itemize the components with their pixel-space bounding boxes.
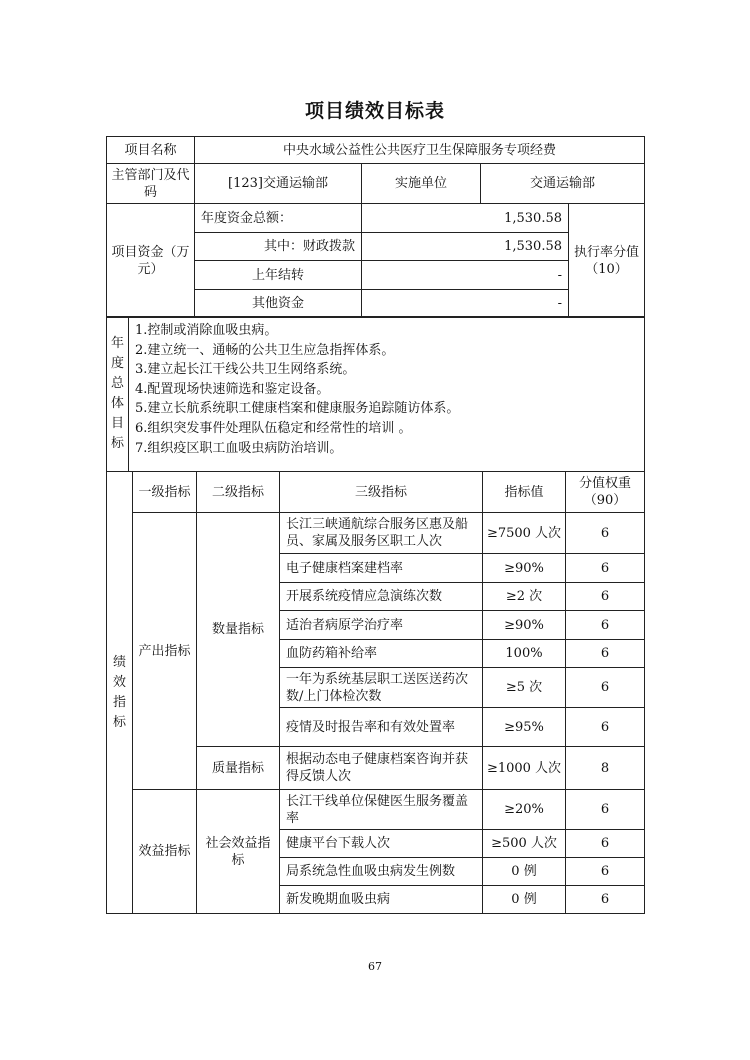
goal-item: 1.控制或消除血吸虫病。 <box>135 323 278 338</box>
indicator-value: 0 例 <box>483 886 566 914</box>
indicator-value: ≥90% <box>483 611 566 640</box>
indicator-weight: 6 <box>566 513 645 554</box>
funds-other-label: 其他资金 <box>195 290 362 318</box>
project-name-value: 中央水域公益性公共医疗卫生保障服务专项经费 <box>195 137 645 164</box>
funds-fiscal-value: 1,530.58 <box>362 233 569 261</box>
page-title: 项目绩效目标表 <box>304 100 445 122</box>
funds-carryover-label: 上年结转 <box>195 261 362 290</box>
indicator-weight: 6 <box>566 790 645 830</box>
performance-table <box>106 471 645 914</box>
indicator-weight: 8 <box>566 747 645 790</box>
project-info-table <box>106 136 645 318</box>
indicator-weight: 6 <box>566 611 645 640</box>
indicator-weight: 6 <box>566 554 645 583</box>
indicator-name: 局系统急性血吸虫病发生例数 <box>280 858 483 886</box>
indicator-value: ≥1000 人次 <box>483 747 566 790</box>
indicator-value: ≥5 次 <box>483 668 566 708</box>
indicator-weight: 6 <box>566 830 645 858</box>
indicator-name: 长江干线单位保健医生服务覆盖率 <box>280 790 483 830</box>
goal-item: 5.建立长航系统职工健康档案和健康服务追踪随访体系。 <box>135 401 460 417</box>
indicator-name: 疫情及时报告率和有效处置率 <box>280 708 483 747</box>
funds-total-value: 1,530.58 <box>362 204 569 233</box>
exec-rate-label: 执行率分值（10） <box>569 204 645 318</box>
indicator-weight: 6 <box>566 668 645 708</box>
annual-goals-list <box>129 317 645 472</box>
indicator-name: 开展系统疫情应急演练次数 <box>280 583 483 611</box>
funds-total-label: 年度资金总额： <box>195 204 362 233</box>
goal-item: 3.建立起长江干线公共卫生网络系统。 <box>135 362 356 378</box>
indicator-value: 100% <box>483 640 566 668</box>
header-lv2: 二级指标 <box>197 472 280 513</box>
indicator-name: 健康平台下载人次 <box>280 830 483 858</box>
indicator-name: 长江三峡通航综合服务区惠及船员、家属及服务区职工人次 <box>280 513 483 554</box>
annual-goal-label: 年 度 总 体 目 标 <box>107 317 129 472</box>
indicator-value: 0 例 <box>483 858 566 886</box>
indicator-name: 适治者病原学治疗率 <box>280 611 483 640</box>
header-weight: 分值权重（90） <box>566 472 645 513</box>
project-name-label: 项目名称 <box>107 137 195 164</box>
goal-item: 7.组织疫区职工血吸虫病防治培训。 <box>135 440 343 456</box>
indicator-value: ≥20% <box>483 790 566 830</box>
indicator-weight: 6 <box>566 886 645 914</box>
indicator-weight: 6 <box>566 858 645 886</box>
annual-goals-table <box>106 316 645 472</box>
impl-label: 实施单位 <box>362 164 481 203</box>
header-lv3: 三级指标 <box>280 472 483 513</box>
indicator-value: ≥7500 人次 <box>483 513 566 554</box>
funds-carryover-value: - <box>362 261 569 290</box>
dept-value: [123]交通运输部 <box>195 164 362 204</box>
quality-label: 质量指标 <box>197 747 280 790</box>
funds-other-value: - <box>362 290 569 318</box>
impl-value: 交通运输部 <box>530 176 596 191</box>
indicator-name: 根据动态电子健康档案咨询并获得反馈人次 <box>280 747 483 790</box>
dept-label: 主管部门及代码 <box>107 164 195 204</box>
indicator-value: ≥500 人次 <box>483 830 566 858</box>
indicator-value: ≥95% <box>483 708 566 747</box>
indicator-name: 血防药箱补给率 <box>280 640 483 668</box>
benefit-label: 效益指标 <box>133 790 197 914</box>
indicator-weight: 6 <box>566 708 645 747</box>
social-benefit-label: 社会效益指标 <box>197 790 280 914</box>
funds-label: 项目资金（万元） <box>107 204 195 318</box>
indicator-name: 一年为系统基层职工送医送药次数/上门体检次数 <box>280 668 483 708</box>
indicator-name: 电子健康档案建档率 <box>280 554 483 583</box>
indicator-weight: 6 <box>566 640 645 668</box>
goal-item: 6.组织突发事件处理队伍稳定和经常性的培训 。 <box>135 420 412 436</box>
goal-item: 2.建立统一、通畅的公共卫生应急指挥体系。 <box>135 342 395 358</box>
header-value: 指标值 <box>483 472 566 513</box>
funds-fiscal-label: 其中：财政拨款 <box>195 233 362 261</box>
indicator-name: 新发晚期血吸虫病 <box>280 886 483 914</box>
header-lv1: 一级指标 <box>133 472 197 513</box>
output-label: 产出指标 <box>133 513 197 790</box>
page-number: 67 <box>368 960 382 973</box>
indicator-value: ≥90% <box>483 554 566 583</box>
indicator-value: ≥2 次 <box>483 583 566 611</box>
quantity-label: 数量指标 <box>197 513 280 747</box>
perf-label: 绩 效 指 标 <box>107 472 133 914</box>
goal-item: 4.配置现场快速筛选和鉴定设备。 <box>135 381 330 397</box>
indicator-weight: 6 <box>566 583 645 611</box>
